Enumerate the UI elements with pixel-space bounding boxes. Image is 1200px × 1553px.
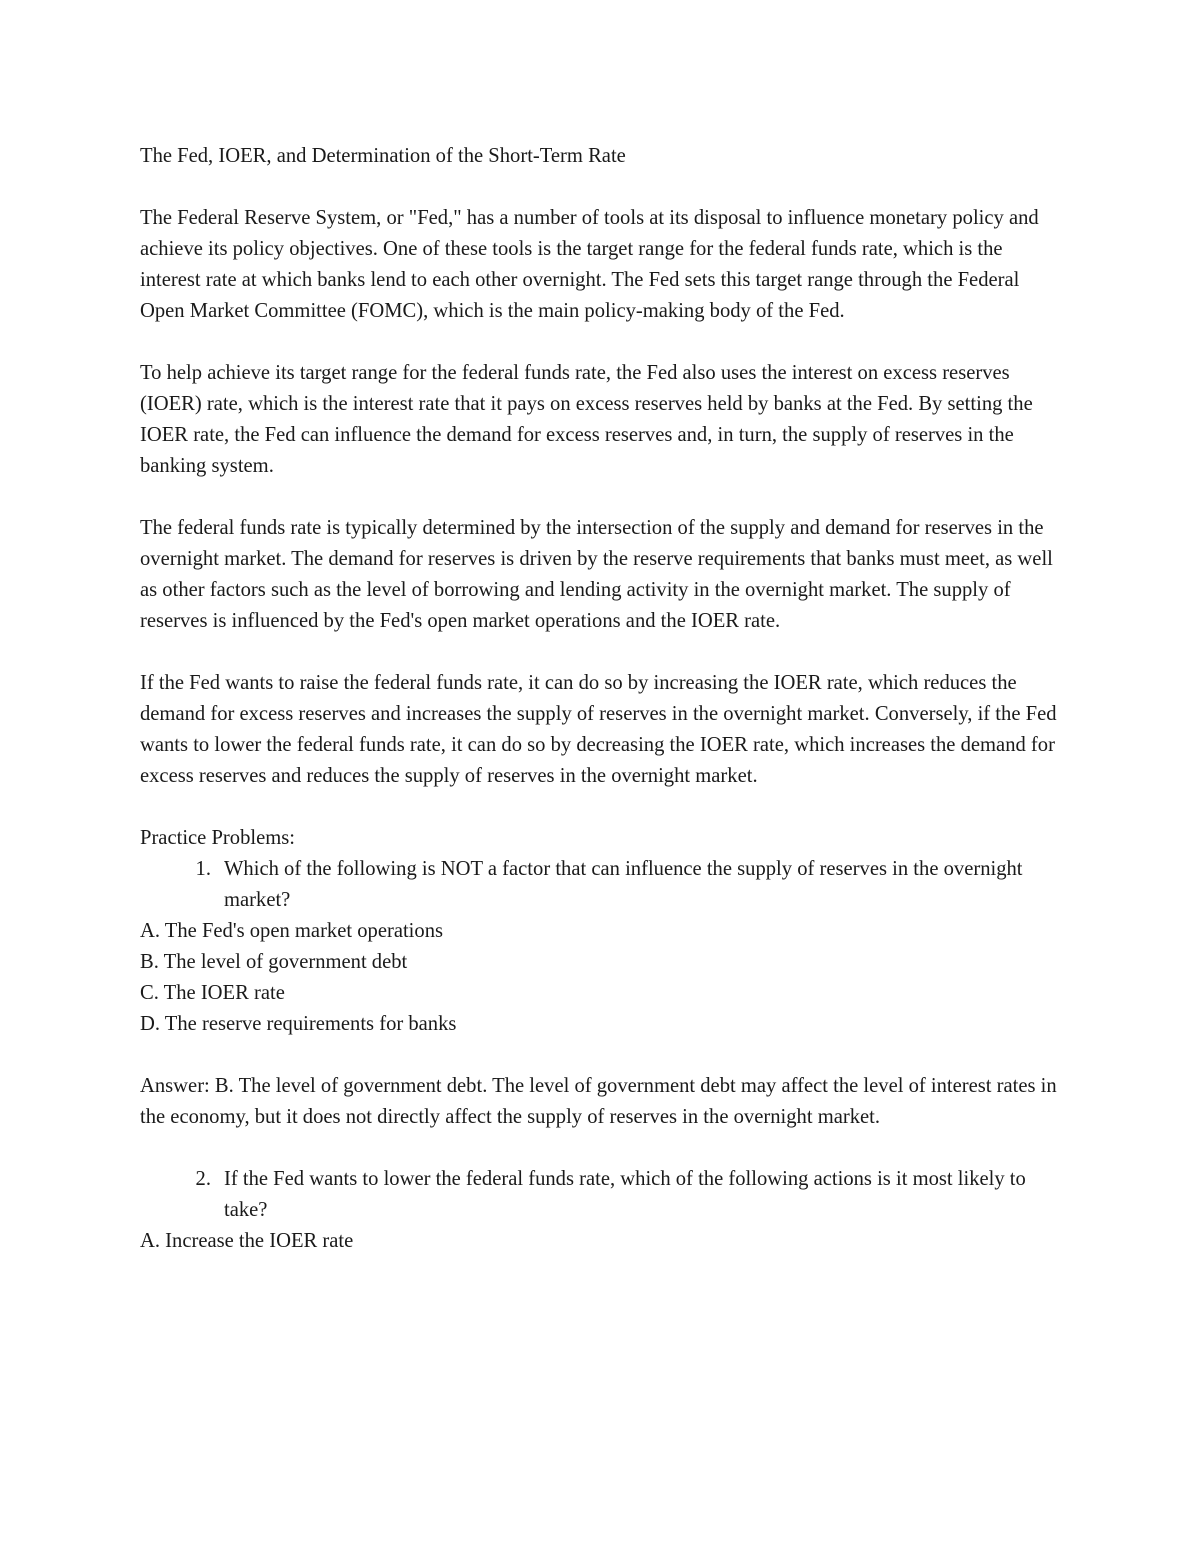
- paragraph-funds-rate-determination: The federal funds rate is typically determined by the intersection of the supply and demand for reserves in the overnight market. The demand for reserves is driven by the reserve requirements that banks must meet, as well as other factors such as the level of borrowing and lending activity in the overnight market. The supply of reserves is influenced by the Fed's open market operations and the IOER rate.: [140, 517, 1053, 632]
- paragraph-raise-lower-rate: If the Fed wants to raise the federal funds rate, it can do so by increasing the IOER rate, which reduces the demand for excess reserves and increases the supply of reserves in the overnight market. Conversely, if the Fed wants to lower the federal funds rate, it can do so by decreasing the IOER rate, which increases the demand for excess reserves and reduces the supply of reserves in the overnight market.: [140, 672, 1057, 787]
- document-body: [140, 141, 1060, 1257]
- spacer: [140, 172, 1060, 203]
- document-title: The Fed, IOER, and Determination of the Short-Term Rate: [140, 145, 626, 167]
- spacer: [140, 1133, 1060, 1164]
- question-1-option-a: A. The Fed's open market operations: [140, 920, 444, 942]
- question-1-option-c: C. The IOER rate: [140, 982, 285, 1004]
- spacer: [140, 327, 1060, 358]
- practice-problems-heading: Practice Problems:: [140, 827, 295, 849]
- question-text: Which of the following is NOT a factor that can influence the supply of reserves in the overnight market?: [224, 858, 1023, 911]
- spacer: [140, 482, 1060, 513]
- question-number: 1.: [195, 858, 211, 880]
- question-1: [140, 854, 1060, 916]
- paragraph-federal-reserve-tools: The Federal Reserve System, or "Fed," has a number of tools at its disposal to influence monetary policy and achieve its policy objectives. One of these tools is the target range for the federal funds rate, which is the interest rate at which banks lend to each other overnight. The Fed sets this target range through the Federal Open Market Committee (FOMC), which is the main policy-making body of the Fed.: [140, 207, 1039, 322]
- question-number: 2.: [195, 1168, 211, 1190]
- question-2-option-a: A. Increase the IOER rate: [140, 1230, 354, 1252]
- question-1-answer: Answer: B. The level of government debt. The level of government debt may affect the level of interest rates in the economy, but it does not directly affect the supply of reserves in the overnight market.: [140, 1075, 1057, 1128]
- question-1-option-b: B. The level of government debt: [140, 951, 408, 973]
- question-1-option-d: D. The reserve requirements for banks: [140, 1013, 457, 1035]
- paragraph-ioer-rate: To help achieve its target range for the federal funds rate, the Fed also uses the interest on excess reserves (IOER) rate, which is the interest rate that it pays on excess reserves held by banks at the Fed. By setting the IOER rate, the Fed can influence the demand for excess reserves and, in turn, the supply of reserves in the banking system.: [140, 362, 1033, 477]
- spacer: [140, 637, 1060, 668]
- spacer: [140, 792, 1060, 823]
- spacer: [140, 1040, 1060, 1071]
- question-text: If the Fed wants to lower the federal funds rate, which of the following actions is it most likely to take?: [224, 1168, 1026, 1221]
- question-2: [140, 1164, 1060, 1226]
